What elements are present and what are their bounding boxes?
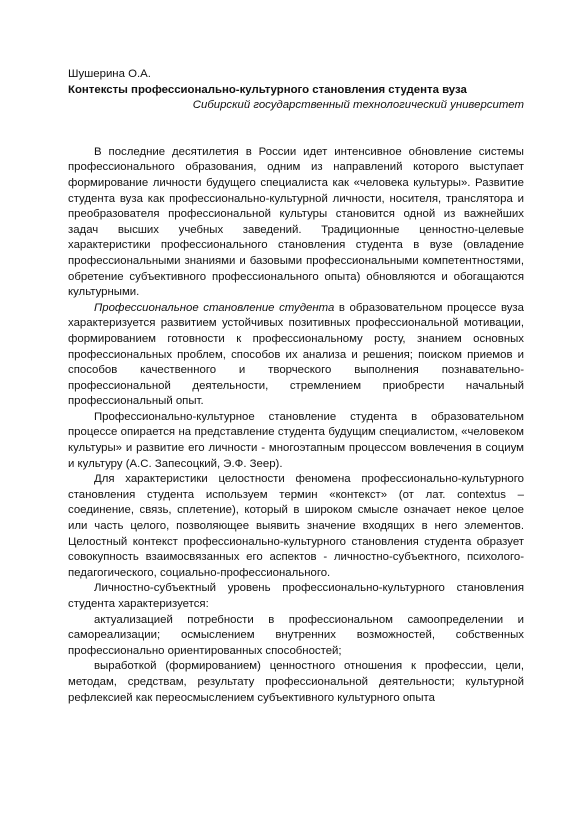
paragraph-cultural-formation: Профессионально-культурное становление студента в образовательном процессе опирается на представление студента будущим специалистом, «человеком культуры» и развитие его личности - многоэтапным процессом вовлечения в социум и культуру (А.С. Запесоцкий, Э.Ф. Зеер). <box>68 410 524 470</box>
emphasized-term: Профессиональное становление студента <box>94 301 335 314</box>
paragraph-personal-level: Личностно-субъектный уровень профессионально-культурного становления студента характеризуется: <box>68 582 524 610</box>
author-name: Шушерина О.А. <box>68 68 151 80</box>
paragraph-value-attitude: выработкой (формированием) ценностного отношения к профессии, цели, методам, средствам, результату профессиональной деятельности; культурной рефлексией как переосмыслением субъективного культурного опыта <box>68 660 524 704</box>
paragraph-professional-formation <box>68 301 524 410</box>
paragraph-intro: В последние десятилетия в России идет интенсивное обновление системы профессионального образования, одним из направлений которого выступает формирование личности будущего специалиста как «человека культуры». Развитие студента вуза как профессионально-культурной личности, носителя, транслятора и преобразователя профессиональной культуры становится одной из важнейших задач высших учебных заведений. Традиционные ценностно-целевые характеристики профессионального становления студента в вузе (овладение профессиональными знаниями и базовыми профессиональными компетентностями, обретение субъективного профессионального опыта) обновляются и обогащаются культурными. <box>68 145 524 299</box>
article-title: Контексты профессионально-культурного становления студента вуза <box>68 83 467 96</box>
paragraph-context-definition: Для характеристики целостности феномена профессионально-культурного становления студента используем термин «контекст» (от лат. contextus – соединение, связь, сплетение), который в широком смысле означает некое целое или часть целого, позволяющее выявить значение входящих в него элементов. Целостный контекст профессионально-культурного становления студента образует совокупность взаимосвязанных его аспектов - личностно-субъектного, психолого-педагогического, социально-профессионального. <box>68 473 524 579</box>
paragraph-actualization: актуализацией потребности в профессиональном самоопределении и самореализации; осмыслением внутренних возможностей, собственных профессионально ориентированных способностей; <box>68 613 524 657</box>
document-page <box>68 67 524 706</box>
author-affiliation: Сибирский государственный технологический университет <box>192 99 524 112</box>
paragraph-text: в образовательном процессе вуза характеризуется развитием устойчивых позитивных профессиональной мотивации, формированием готовности к профессиональному росту, знанием основных профессиональных проблем, способов их анализа и решения; поиском приемов и способов качественного и творческого выполнения познавательно-профессиональной деятельности, стремлением приобрести начальный профессиональный опыт. <box>68 301 524 408</box>
header-spacer <box>68 114 524 145</box>
